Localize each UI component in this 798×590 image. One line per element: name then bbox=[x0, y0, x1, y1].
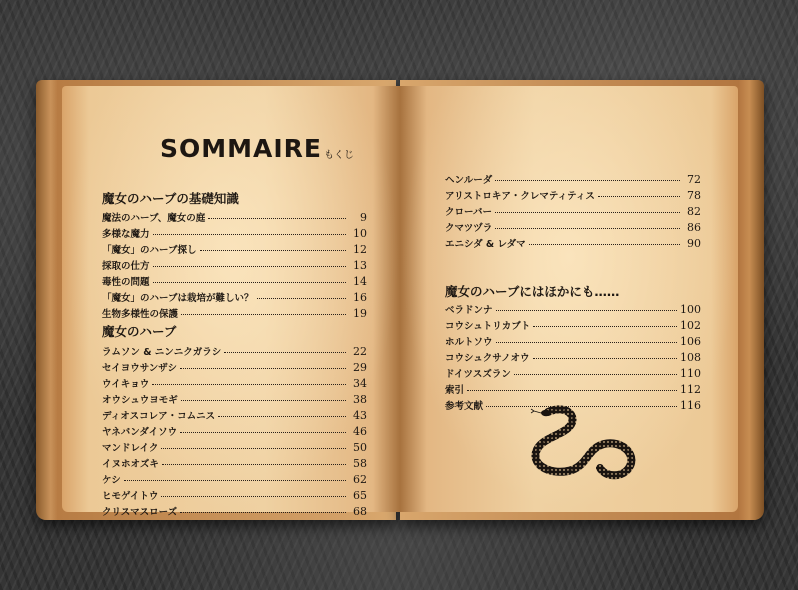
toc-page-number: 78 bbox=[687, 189, 701, 202]
toc-entry bbox=[102, 258, 367, 274]
open-book bbox=[36, 66, 764, 524]
toc-entry bbox=[102, 408, 367, 424]
toc-entry bbox=[102, 344, 367, 360]
toc-page-number: 12 bbox=[353, 243, 367, 256]
toc-leader-dots bbox=[180, 432, 346, 433]
toc-leader-dots bbox=[124, 480, 346, 481]
toc-leader-dots bbox=[153, 234, 346, 235]
toc-entry bbox=[102, 274, 367, 290]
section-heading-basics: 魔女のハーブの基礎知識 bbox=[102, 191, 239, 206]
toc-leader-dots bbox=[161, 496, 346, 497]
toc-entry bbox=[445, 302, 701, 318]
toc-entry bbox=[102, 424, 367, 440]
toc-leader-dots bbox=[495, 180, 680, 181]
toc-leader-dots bbox=[495, 228, 680, 229]
toc-entry-title: コウシュトリカブト bbox=[445, 321, 531, 332]
toc-entry-title: 魔法のハーブ、魔女の庭 bbox=[102, 213, 206, 224]
toc-leader-dots bbox=[224, 352, 346, 353]
toc-page-number: 10 bbox=[353, 227, 367, 240]
toc-page-number: 110 bbox=[680, 367, 701, 380]
toc-page-number: 43 bbox=[353, 409, 367, 422]
toc-entry-title: クローバー bbox=[445, 207, 493, 218]
toc-entry bbox=[445, 172, 701, 188]
toc-entry bbox=[102, 360, 367, 376]
toc-page-number: 100 bbox=[680, 303, 701, 316]
toc-entry-title: 毒性の問題 bbox=[102, 277, 150, 288]
toc-page-number: 16 bbox=[353, 291, 367, 304]
toc-leader-dots bbox=[467, 390, 677, 391]
toc-entry-title: ディオスコレア・コムニス bbox=[102, 411, 216, 422]
toc-leader-dots bbox=[496, 342, 677, 343]
toc-entry bbox=[102, 456, 367, 472]
toc-entry-title: 生物多様性の保護 bbox=[102, 309, 179, 320]
toc-leader-dots bbox=[181, 314, 346, 315]
toc-page-number: 65 bbox=[353, 489, 367, 502]
section-heading-herbs: 魔女のハーブ bbox=[102, 324, 177, 339]
toc-page-number: 38 bbox=[353, 393, 367, 406]
toc-entry bbox=[102, 472, 367, 488]
toc-leader-dots bbox=[514, 374, 677, 375]
toc-entry-title: イヌホオズキ bbox=[102, 459, 159, 470]
toc-entry bbox=[102, 210, 367, 226]
toc-page-number: 72 bbox=[687, 173, 701, 186]
toc-entry-title: 索引 bbox=[445, 385, 465, 396]
toc-entry-title: ベラドンナ bbox=[445, 305, 493, 316]
toc-page-number: 13 bbox=[353, 259, 367, 272]
toc-entry-title: 多様な魔力 bbox=[102, 229, 150, 240]
toc-entry-title: ドイツスズラン bbox=[445, 369, 511, 380]
toc-page-number: 62 bbox=[353, 473, 367, 486]
toc-page-number: 90 bbox=[687, 237, 701, 250]
toc-leader-dots bbox=[200, 250, 346, 251]
toc-entry bbox=[445, 366, 701, 382]
toc-entry bbox=[102, 226, 367, 242]
toc-page-number: 29 bbox=[353, 361, 367, 374]
toc-entry bbox=[445, 188, 701, 204]
toc-entry-title: ヤネバンダイソウ bbox=[102, 427, 178, 438]
toc-entry bbox=[102, 242, 367, 258]
toc-leader-dots bbox=[598, 196, 680, 197]
right-page bbox=[400, 86, 738, 512]
page-title: SOMMAIRE bbox=[160, 134, 322, 163]
toc-entry bbox=[102, 376, 367, 392]
toc-entry-title: ホルトソウ bbox=[445, 337, 493, 348]
section-heading-other-herbs: 魔女のハーブにはほかにも…… bbox=[445, 284, 620, 299]
page-title-subtitle: もくじ bbox=[324, 150, 354, 161]
toc-entry bbox=[445, 220, 701, 236]
toc-entry bbox=[445, 334, 701, 350]
toc-page-number: 86 bbox=[687, 221, 701, 234]
toc-entry-title: ウイキョウ bbox=[102, 379, 150, 390]
toc-entry-title: ヒモゲイトウ bbox=[102, 491, 159, 502]
toc-page-number: 14 bbox=[353, 275, 367, 288]
toc-entry-title: クリスマスローズ bbox=[102, 507, 178, 518]
toc-page-number: 46 bbox=[353, 425, 367, 438]
toc-page-number: 106 bbox=[680, 335, 701, 348]
toc-page-number: 68 bbox=[353, 505, 367, 518]
toc-leader-dots bbox=[208, 218, 346, 219]
toc-entry-title: エニシダ & レダマ bbox=[445, 239, 526, 250]
toc-leader-dots bbox=[257, 298, 346, 299]
toc-page-number: 34 bbox=[353, 377, 367, 390]
toc-entry-title: ヘンルーダ bbox=[445, 175, 493, 186]
toc-page-number: 82 bbox=[687, 205, 701, 218]
toc-page-number: 50 bbox=[353, 441, 367, 454]
toc-entry bbox=[102, 488, 367, 504]
toc-page-number: 9 bbox=[360, 211, 367, 224]
toc-leader-dots bbox=[153, 282, 346, 283]
toc-entry-title: ラムソン & ニンニクガラシ bbox=[102, 347, 222, 358]
toc-leader-dots bbox=[495, 212, 680, 213]
toc-leader-dots bbox=[533, 358, 677, 359]
toc-entry-title: コウシュクサノオウ bbox=[445, 353, 530, 364]
toc-entry-title: アリストロキア・クレマティティス bbox=[445, 191, 595, 202]
toc-entry bbox=[102, 392, 367, 408]
toc-entry-title: 「魔女」のハーブは栽培が難しい？ bbox=[102, 293, 254, 304]
toc-entry bbox=[445, 350, 701, 366]
toc-entry bbox=[102, 306, 367, 322]
toc-leader-dots bbox=[153, 266, 346, 267]
toc-entry bbox=[445, 318, 701, 334]
toc-leader-dots bbox=[533, 326, 677, 327]
toc-entry bbox=[102, 290, 367, 306]
toc-leader-dots bbox=[180, 512, 346, 513]
toc-leader-dots bbox=[218, 416, 346, 417]
toc-list-basics bbox=[102, 210, 367, 322]
toc-leader-dots bbox=[152, 384, 346, 385]
toc-page-number: 108 bbox=[680, 351, 701, 364]
toc-list-herbs-continued bbox=[445, 172, 701, 252]
toc-entry-title: オウシュウヨモギ bbox=[102, 395, 178, 406]
toc-leader-dots bbox=[162, 464, 346, 465]
toc-entry-title: ケシ bbox=[102, 475, 121, 486]
toc-list-other-herbs bbox=[445, 302, 701, 382]
toc-entry-title: クマツヅラ bbox=[445, 223, 493, 234]
toc-entry-title: セイヨウサンザシ bbox=[102, 363, 178, 374]
toc-list-herbs bbox=[102, 344, 367, 520]
toc-entry bbox=[445, 236, 701, 252]
toc-leader-dots bbox=[180, 368, 346, 369]
toc-page-number: 58 bbox=[353, 457, 367, 470]
toc-entry bbox=[102, 504, 367, 520]
toc-entry bbox=[102, 440, 367, 456]
toc-page-number: 116 bbox=[680, 399, 701, 412]
toc-entry-title: マンドレイク bbox=[102, 443, 159, 454]
toc-entry-title: 「魔女」のハーブ探し bbox=[102, 245, 197, 256]
toc-leader-dots bbox=[161, 448, 346, 449]
toc-entry bbox=[445, 204, 701, 220]
toc-page-number: 112 bbox=[680, 383, 701, 396]
toc-leader-dots bbox=[181, 400, 346, 401]
toc-entry-title: 参考文献 bbox=[445, 401, 484, 412]
toc-page-number: 22 bbox=[353, 345, 367, 358]
snake-illustration bbox=[526, 404, 646, 488]
left-page bbox=[62, 86, 400, 518]
toc-entry-title: 採取の仕方 bbox=[102, 261, 150, 272]
toc-page-number: 19 bbox=[353, 307, 367, 320]
toc-leader-dots bbox=[496, 310, 677, 311]
toc-leader-dots bbox=[529, 244, 680, 245]
toc-page-number: 102 bbox=[680, 319, 701, 332]
toc-entry bbox=[445, 382, 701, 398]
